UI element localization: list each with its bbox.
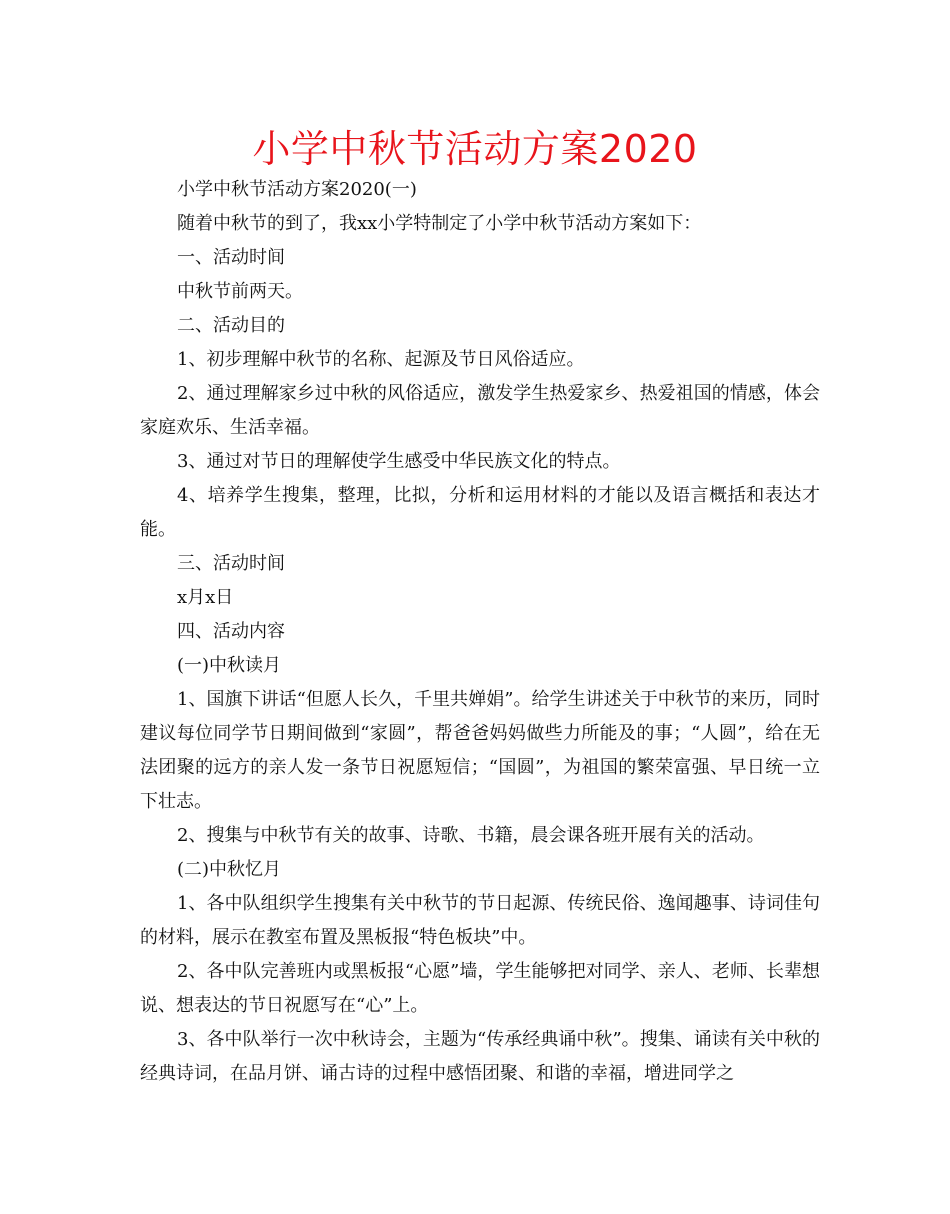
purpose-item-3: 3、通过对节日的理解使学生感受中华民族文化的特点。 [177,451,621,472]
reading-moon-item-2: 2、搜集与中秋节有关的故事、诗歌、书籍，晨会课各班开展有关的活动。 [177,825,765,846]
paragraph-time: 中秋节前两天。 [177,281,303,302]
subsection-heading-reading-moon: (一)中秋读月 [177,655,282,676]
reading-moon-item-1: 1、国旗下讲话“但愿人长久，千里共婵娟”。给学生讲述关于中秋节的来历，同时建议每位同学节日期间做到“家圆”，帮爸爸妈妈做些力所能及的事；“人圆”，给在无法团聚的远方的亲人发一条节日祝愿短信；“国圆”，为祖国的繁荣富强、早日统一立下壮志。 [140,689,820,812]
section-heading-date: 三、活动时间 [177,553,285,574]
subsection-heading-recalling-moon: (二)中秋忆月 [177,859,282,880]
recalling-moon-item-2: 2、各中队完善班内或黑板报“心愿”墙，学生能够把对同学、亲人、老师、长辈想说、想表达的节日祝愿写在“心”上。 [140,961,820,1016]
recalling-moon-item-1: 1、各中队组织学生搜集有关中秋节的节日起源、传统民俗、逸闻趣事、诗词佳句的材料，展示在教室布置及黑板报“特色板块”中。 [140,893,820,948]
section-heading-time: 一、活动时间 [177,247,285,268]
paragraph-subtitle: 小学中秋节活动方案2020(一) [177,179,417,200]
document-body [140,173,820,1091]
section-heading-purpose: 二、活动目的 [177,315,285,336]
section-heading-content: 四、活动内容 [177,621,285,642]
purpose-item-2: 2、通过理解家乡过中秋的风俗适应，激发学生热爱家乡、热爱祖国的情感，体会家庭欢乐、生活幸福。 [140,383,820,438]
purpose-item-4: 4、培养学生搜集，整理，比拟，分析和运用材料的才能以及语言概括和表达才能。 [140,485,820,540]
document-title: 小学中秋节活动方案2020 [252,127,698,171]
purpose-item-1: 1、初步理解中秋节的名称、起源及节日风俗适应。 [177,349,585,370]
recalling-moon-item-3: 3、各中队举行一次中秋诗会，主题为“传承经典诵中秋”。搜集、诵读有关中秋的经典诗词，在品月饼、诵古诗的过程中感悟团聚、和谐的幸福，增进同学之 [140,1029,820,1084]
paragraph-date: x月x日 [177,587,234,608]
paragraph-intro: 随着中秋节的到了，我xx小学特制定了小学中秋节活动方案如下： [177,213,702,234]
